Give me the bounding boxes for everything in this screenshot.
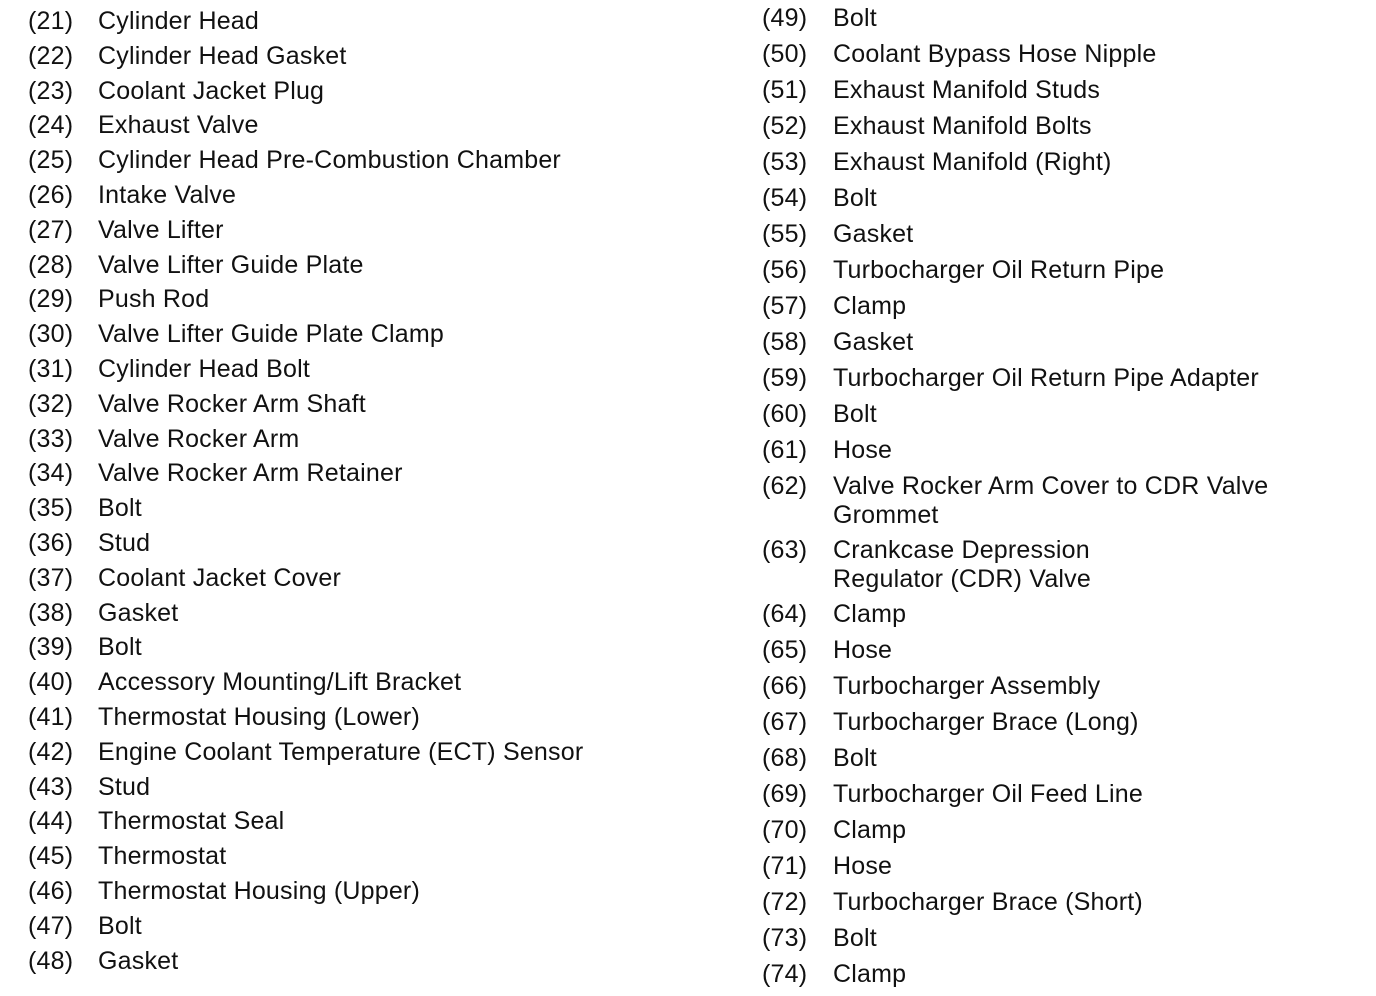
- legend-item: [762, 816, 1362, 845]
- legend-item: [28, 735, 728, 770]
- legend-column-left: [28, 4, 728, 978]
- legend-item: [28, 839, 728, 874]
- legend-item-number: (42): [28, 737, 74, 766]
- legend-item: [28, 4, 728, 39]
- legend-item-number: (23): [28, 76, 74, 105]
- legend-item-number: (25): [28, 146, 74, 175]
- legend-item-label: Coolant Jacket Cover: [98, 563, 342, 592]
- legend-item: [762, 76, 1362, 105]
- legend-item: [762, 672, 1362, 701]
- legend-item-label: Exhaust Valve: [98, 111, 259, 140]
- legend-item: [28, 74, 728, 109]
- legend-item-number: (24): [28, 111, 74, 140]
- legend-item-label: Thermostat Housing (Lower): [98, 702, 420, 731]
- legend-item-number: (28): [28, 250, 74, 279]
- legend-item-label: Turbocharger Oil Feed Line: [833, 780, 1143, 808]
- legend-item-label: Thermostat: [98, 842, 227, 871]
- legend-item-label: Bolt: [98, 633, 142, 662]
- legend-item: [762, 924, 1362, 953]
- legend-item-number: (51): [762, 76, 808, 104]
- legend-item: [762, 400, 1362, 429]
- legend-item: [28, 526, 728, 561]
- legend-item: [28, 804, 728, 839]
- legend-item-label: Engine Coolant Temperature (ECT) Sensor: [98, 737, 584, 766]
- legend-item-label: Cylinder Head Bolt: [98, 354, 311, 383]
- legend-item-number: (27): [28, 215, 74, 244]
- legend-item-number: (44): [28, 807, 74, 836]
- legend-item: [28, 456, 728, 491]
- legend-item: [762, 292, 1362, 321]
- legend-item-label: Cylinder Head: [98, 7, 260, 35]
- legend-item-number: (46): [28, 876, 74, 905]
- legend-item: [28, 387, 728, 422]
- legend-item-number: (50): [762, 40, 808, 68]
- legend-item-label: Exhaust Manifold (Right): [833, 148, 1112, 176]
- legend-item-label: Coolant Bypass Hose Nipple: [833, 40, 1157, 68]
- legend-item-number: (72): [762, 888, 808, 916]
- legend-item-number: (31): [28, 354, 74, 383]
- legend-item-number: (26): [28, 180, 74, 209]
- legend-item: [28, 317, 728, 352]
- legend-item-label: Valve Lifter Guide Plate: [98, 250, 364, 279]
- legend-item: [762, 960, 1362, 989]
- legend-item-label: Exhaust Manifold Bolts: [833, 112, 1092, 140]
- legend-item: [28, 352, 728, 387]
- legend-item-label: Valve Rocker Arm Shaft: [98, 389, 366, 418]
- legend-item-label: Turbocharger Brace (Short): [833, 888, 1143, 916]
- legend-item-label: Gasket: [833, 220, 914, 248]
- legend-item-label: Clamp: [833, 600, 907, 628]
- legend-item-number: (49): [762, 4, 808, 32]
- legend-item-number: (63): [762, 536, 808, 564]
- legend-item-number: (52): [762, 112, 808, 140]
- legend-item: [28, 909, 728, 944]
- legend-item: [28, 665, 728, 700]
- legend-item-label: Bolt: [833, 924, 877, 952]
- legend-item: [762, 148, 1362, 177]
- legend-item: [762, 184, 1362, 213]
- legend-item-number: (60): [762, 400, 808, 428]
- legend-item-label: Bolt: [833, 400, 877, 428]
- legend-item-label: Turbocharger Oil Return Pipe: [833, 256, 1165, 284]
- legend-item-number: (56): [762, 256, 808, 284]
- legend-item-label: Turbocharger Assembly: [833, 672, 1101, 700]
- legend-item-label: Cylinder Head Pre-Combustion Chamber: [98, 146, 561, 175]
- legend-item-number: (70): [762, 816, 808, 844]
- legend-item: [762, 364, 1362, 393]
- legend-item-label: Clamp: [833, 816, 907, 844]
- legend-item: [762, 780, 1362, 809]
- legend-item: [28, 422, 728, 457]
- legend-item: [762, 536, 1362, 594]
- legend-item-number: (64): [762, 600, 808, 628]
- legend-item: [28, 108, 728, 143]
- legend-item: [28, 178, 728, 213]
- legend-item-number: (53): [762, 148, 808, 176]
- legend-item-label: Valve Lifter Guide Plate Clamp: [98, 320, 444, 349]
- legend-item-label: Thermostat Seal: [98, 807, 285, 836]
- legend-item-label: Hose: [833, 636, 893, 664]
- legend-item: [28, 491, 728, 526]
- legend-item: [28, 39, 728, 74]
- legend-item-number: (36): [28, 528, 74, 557]
- legend-item-label: Crankcase Depression Regulator (CDR) Valve: [833, 536, 1091, 593]
- legend-item-label: Stud: [98, 772, 151, 801]
- legend-item-number: (57): [762, 292, 808, 320]
- legend-item: [762, 600, 1362, 629]
- legend-item-label: Intake Valve: [98, 180, 237, 209]
- legend-item: [762, 436, 1362, 465]
- legend-item-number: (69): [762, 780, 808, 808]
- legend-item-label: Bolt: [833, 744, 877, 772]
- legend-item: [28, 630, 728, 665]
- legend-item-number: (59): [762, 364, 808, 392]
- legend-item-number: (48): [28, 946, 74, 975]
- legend-item-number: (43): [28, 772, 74, 801]
- legend-item-label: Hose: [833, 852, 893, 880]
- legend-item-label: Coolant Jacket Plug: [98, 76, 325, 105]
- legend-item-number: (74): [762, 960, 808, 988]
- legend-item: [28, 248, 728, 283]
- legend-item-label: Clamp: [833, 292, 907, 320]
- legend-item-number: (35): [28, 494, 74, 523]
- legend-item-number: (37): [28, 563, 74, 592]
- legend-item-number: (62): [762, 472, 808, 500]
- legend-item-label: Clamp: [833, 960, 907, 988]
- legend-item-number: (67): [762, 708, 808, 736]
- legend-item-number: (34): [28, 459, 74, 488]
- legend-item-label: Hose: [833, 436, 893, 464]
- legend-item-label: Push Rod: [98, 285, 210, 314]
- legend-item: [28, 143, 728, 178]
- legend-item-label: Stud: [98, 528, 151, 557]
- legend-item-label: Valve Rocker Arm Retainer: [98, 459, 403, 488]
- legend-item: [762, 328, 1362, 357]
- legend-item-number: (38): [28, 598, 74, 627]
- legend-item: [762, 888, 1362, 917]
- legend-item-number: (21): [28, 7, 74, 35]
- legend-item: [28, 282, 728, 317]
- legend-item-label: Gasket: [833, 328, 914, 356]
- legend-item: [28, 874, 728, 909]
- legend-item-label: Accessory Mounting/Lift Bracket: [98, 668, 462, 697]
- legend-item-label: Thermostat Housing (Upper): [98, 876, 420, 905]
- legend-item-label: Turbocharger Oil Return Pipe Adapter: [833, 364, 1259, 392]
- legend-item: [762, 112, 1362, 141]
- legend-item-label: Bolt: [98, 911, 142, 940]
- legend-item-number: (47): [28, 911, 74, 940]
- legend-item-label: Gasket: [98, 946, 179, 975]
- legend-item: [28, 596, 728, 631]
- legend-item: [28, 700, 728, 735]
- legend-item-number: (40): [28, 668, 74, 697]
- legend-item-label: Bolt: [98, 494, 142, 523]
- legend-item-number: (61): [762, 436, 808, 464]
- legend-item-number: (55): [762, 220, 808, 248]
- legend-item: [762, 636, 1362, 665]
- legend-item: [28, 770, 728, 805]
- legend-item-label: Turbocharger Brace (Long): [833, 708, 1139, 736]
- legend-item-number: (32): [28, 389, 74, 418]
- legend-column-right: [762, 4, 1362, 996]
- legend-item-label: Valve Rocker Arm: [98, 424, 300, 453]
- legend-item-number: (30): [28, 320, 74, 349]
- legend-item: [28, 944, 728, 979]
- legend-item-number: (33): [28, 424, 74, 453]
- legend-item-label: Bolt: [833, 184, 877, 212]
- legend-item-label: Gasket: [98, 598, 179, 627]
- legend-item: [762, 4, 1362, 33]
- legend-item-number: (66): [762, 672, 808, 700]
- legend-item: [28, 561, 728, 596]
- legend-item-number: (39): [28, 633, 74, 662]
- legend-item: [28, 213, 728, 248]
- legend-item: [762, 852, 1362, 881]
- legend-item-number: (54): [762, 184, 808, 212]
- legend-item: [762, 40, 1362, 69]
- legend-item-number: (65): [762, 636, 808, 664]
- legend-item: [762, 220, 1362, 249]
- legend-item-number: (58): [762, 328, 808, 356]
- legend-item-number: (22): [28, 41, 74, 70]
- legend-item: [762, 708, 1362, 737]
- legend-item-number: (71): [762, 852, 808, 880]
- legend-item-number: (41): [28, 702, 74, 731]
- legend-item-number: (29): [28, 285, 74, 314]
- legend-item-number: (73): [762, 924, 808, 952]
- legend-item-label: Valve Rocker Arm Cover to CDR Valve Grommet: [833, 472, 1269, 529]
- legend-item: [762, 256, 1362, 285]
- legend-item-label: Bolt: [833, 4, 877, 32]
- legend-item: [762, 472, 1362, 530]
- legend-item-label: Valve Lifter: [98, 215, 224, 244]
- legend-item-number: (45): [28, 842, 74, 871]
- legend-item-label: Cylinder Head Gasket: [98, 41, 347, 70]
- legend-item: [762, 744, 1362, 773]
- legend-item-number: (68): [762, 744, 808, 772]
- legend-item-label: Exhaust Manifold Studs: [833, 76, 1101, 104]
